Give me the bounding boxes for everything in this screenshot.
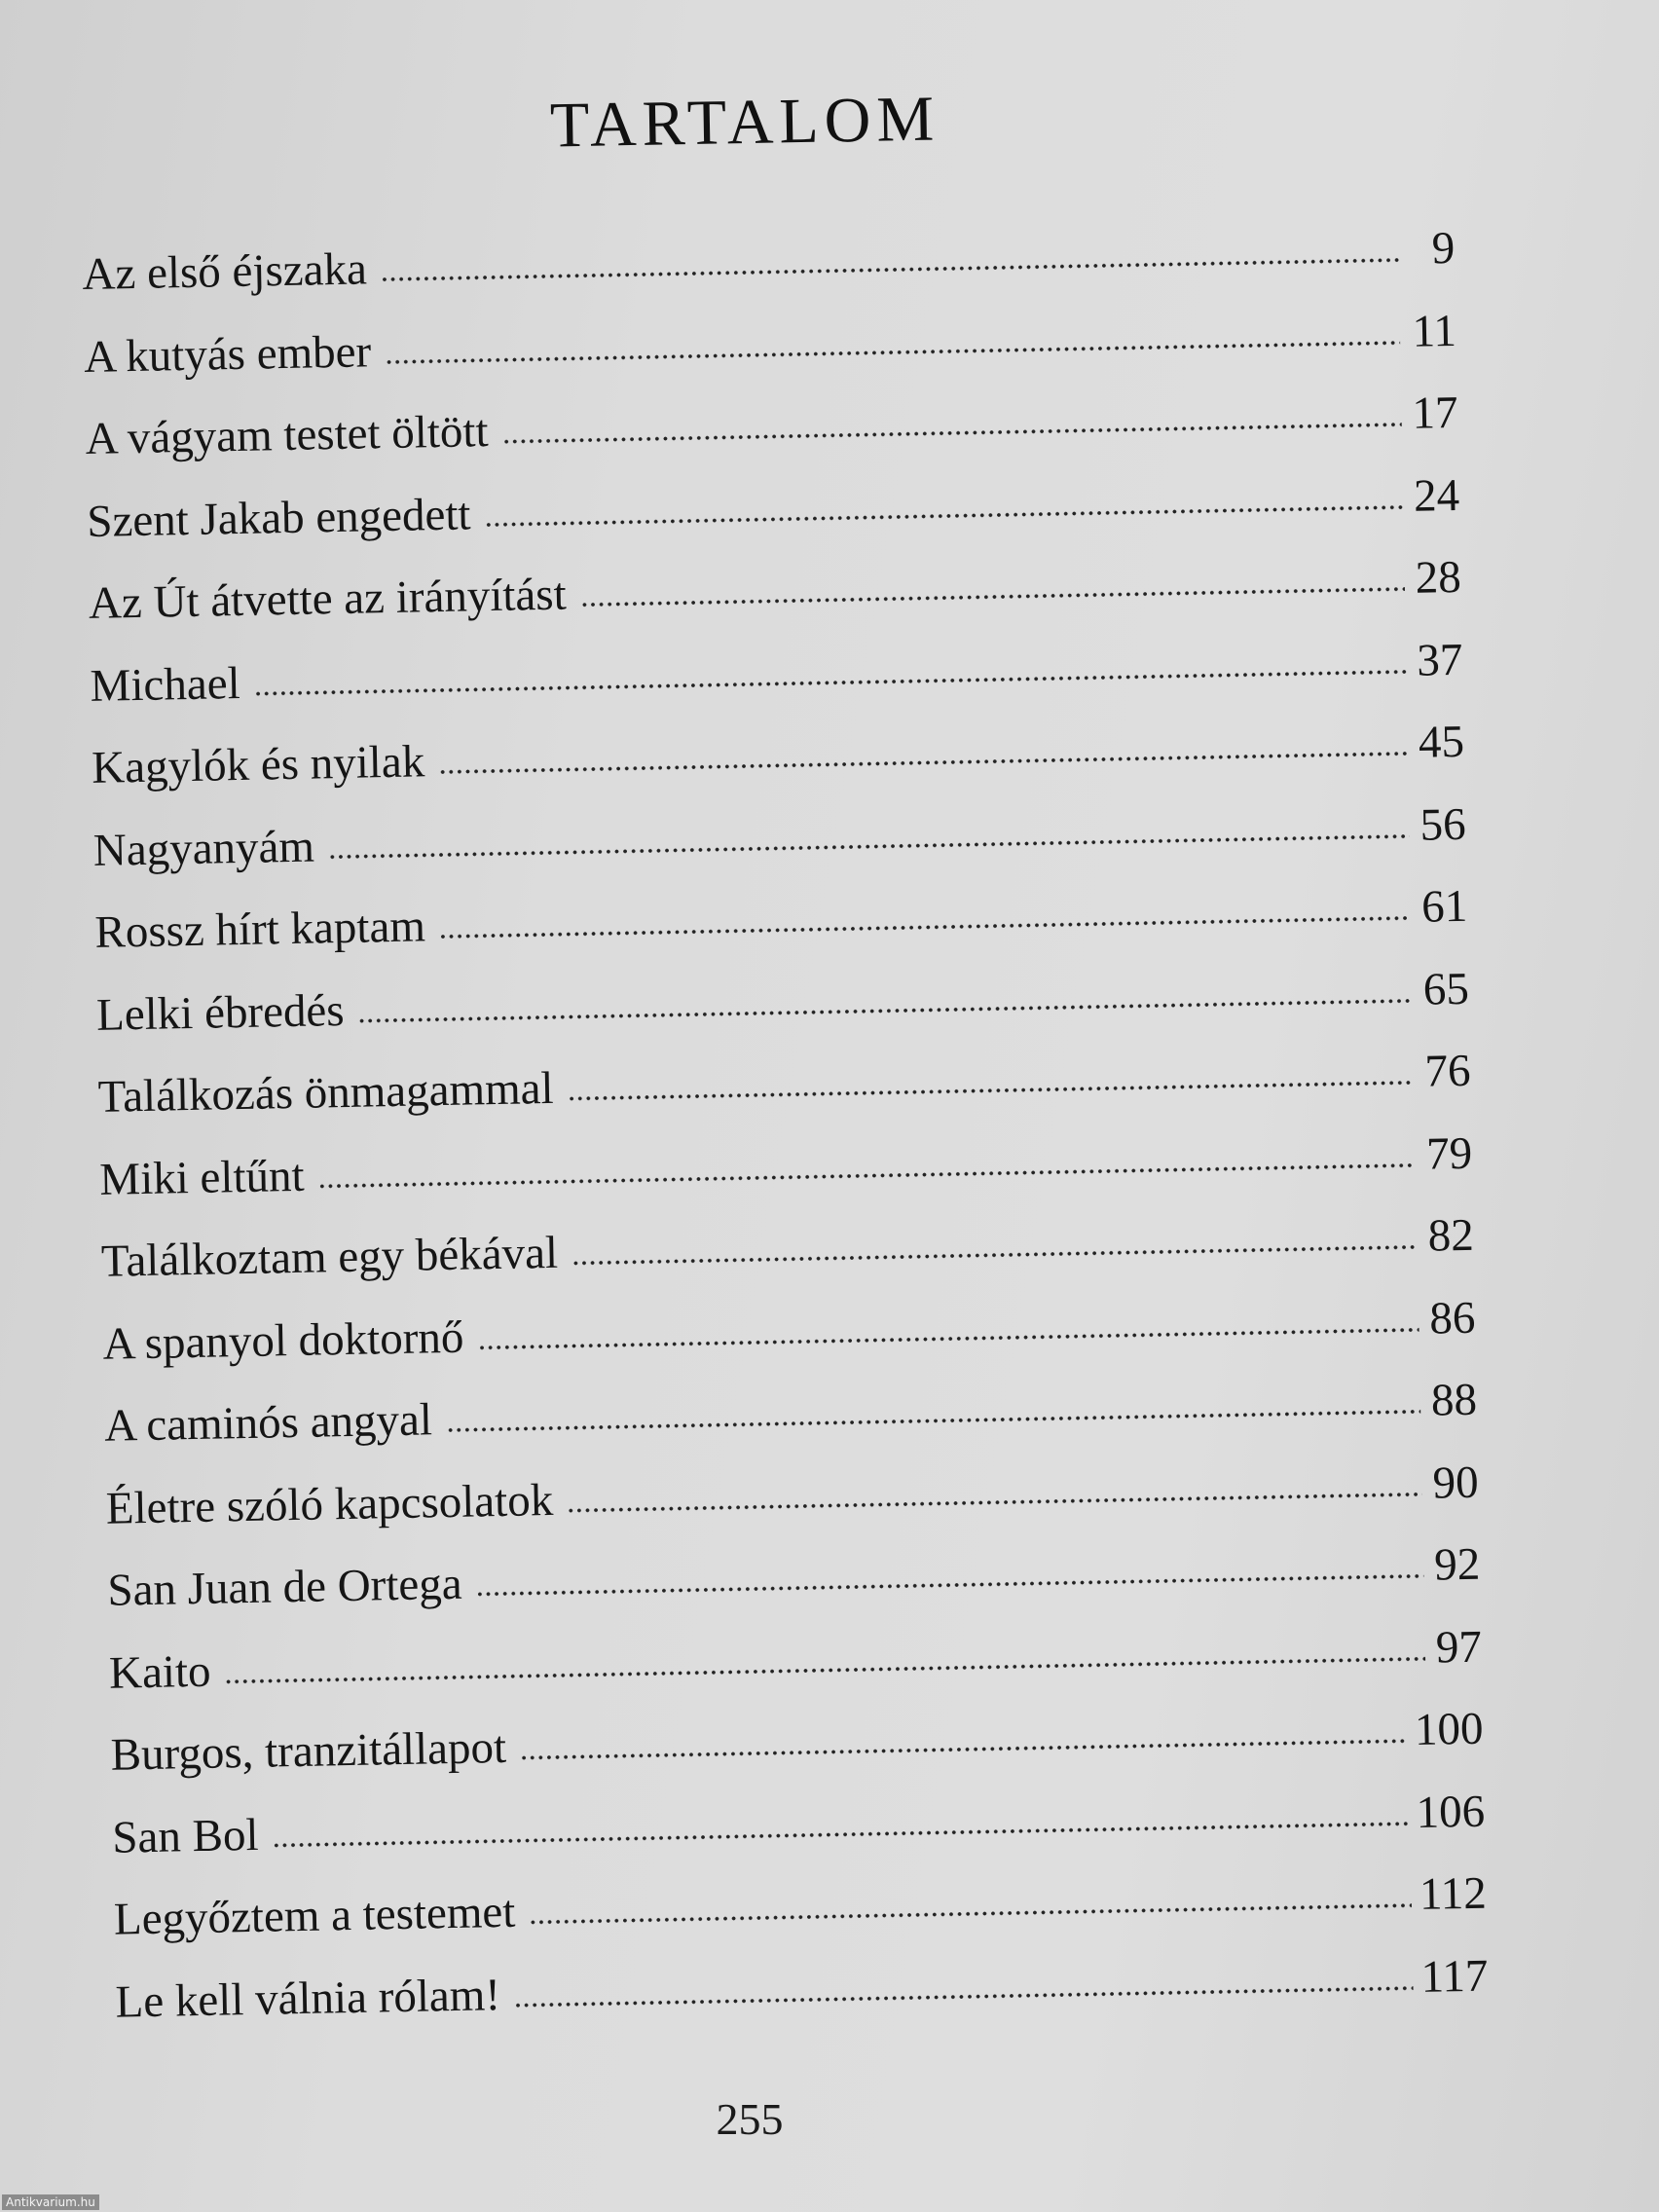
toc-dot-leader [318,1161,1417,1190]
toc-entry-page: 90 [1432,1456,1480,1509]
toc-entry-title: San Bol [111,1809,259,1863]
toc-entry-page: 9 [1431,222,1456,275]
table-of-contents [82,222,1489,2058]
toc-entry-title: A spanyol doktornő [102,1311,464,1370]
toc-entry-title: Miki eltűnt [98,1150,306,1205]
toc-entry-title: Le kell válnia rólam! [115,1969,501,2028]
toc-entry-title: A vágyam testet öltött [85,406,489,464]
toc-entry-title: Szent Jakab engedett [86,488,471,547]
toc-entry-page: 79 [1425,1127,1473,1180]
toc-dot-leader [477,1325,1419,1351]
toc-dot-leader [568,1079,1415,1103]
toc-dot-leader [571,1243,1418,1268]
toc-entry-page: 56 [1419,798,1467,851]
toc-entry-title: Nagyanyám [92,821,315,876]
toc-entry-title: Legyőztem a testemet [113,1886,516,1945]
toc-entry-title: Találkoztam egy békával [100,1227,559,1287]
toc-entry-title: Lelki ébredés [95,984,346,1041]
page-number: 255 [716,2094,784,2144]
toc-entry-title: Kaito [108,1645,211,1699]
toc-entry-page: 106 [1416,1786,1486,1838]
toc-entry-page: 117 [1420,1950,1489,2003]
watermark: Antikvarium.hu [2,2194,99,2210]
page-title: TARTALOM [549,83,940,162]
toc-entry-title: Rossz hírt kaptam [93,901,426,958]
toc-entry-title: Találkozás önmagammal [97,1062,554,1123]
toc-entry-page: 76 [1423,1045,1471,1097]
toc-entry-title: Az első éjszaka [82,243,368,300]
toc-entry-title: San Juan de Ortega [106,1558,463,1616]
toc-dot-leader [254,667,1407,697]
toc-entry-title: Az Út átvette az irányítást [88,569,568,629]
toc-entry-title: Kagylók és nyilak [91,736,425,793]
toc-entry-title: Burgos, tranzitállapot [110,1721,507,1781]
toc-dot-leader [328,831,1410,860]
toc-entry-title: Életre szóló kapcsolatok [105,1474,554,1534]
toc-entry-page: 45 [1418,716,1465,768]
toc-dot-leader [381,256,1399,283]
toc-dot-leader [273,1820,1409,1849]
toc-entry-page: 100 [1414,1703,1484,1755]
toc-entry-page: 82 [1427,1209,1475,1262]
toc-entry-page: 37 [1416,634,1463,686]
toc-entry-title: Michael [90,657,241,712]
toc-dot-leader [567,1490,1422,1514]
toc-dot-leader [225,1654,1426,1685]
toc-dot-leader [485,502,1404,528]
toc-entry-page: 24 [1413,469,1460,522]
toc-entry-page: 11 [1412,305,1457,357]
toc-dot-leader [476,1572,1424,1599]
toc-entry-page: 65 [1422,963,1470,1015]
toc-entry-title: A kutyás ember [83,325,372,383]
toc-entry-page: 92 [1433,1538,1481,1591]
toc-dot-leader [529,1901,1412,1926]
toc-dot-leader [446,1408,1420,1434]
toc-dot-leader [514,1984,1414,2009]
toc-dot-leader [520,1737,1407,1761]
toc-dot-leader [438,750,1408,776]
toc-entry-page: 88 [1430,1374,1478,1426]
toc-entry-page: 61 [1420,880,1468,933]
toc-dot-leader [439,914,1412,940]
toc-dot-leader [385,339,1400,366]
toc-dot-leader [358,996,1413,1024]
toc-entry-page: 28 [1415,551,1462,604]
toc-dot-leader [502,421,1402,446]
toc-entry-page: 17 [1412,387,1459,439]
toc-dot-leader [580,585,1405,608]
toc-entry-page: 86 [1428,1292,1476,1345]
toc-entry-title: A caminós angyal [103,1394,433,1452]
toc-entry-page: 97 [1435,1621,1483,1674]
toc-entry-page: 112 [1419,1867,1488,1920]
